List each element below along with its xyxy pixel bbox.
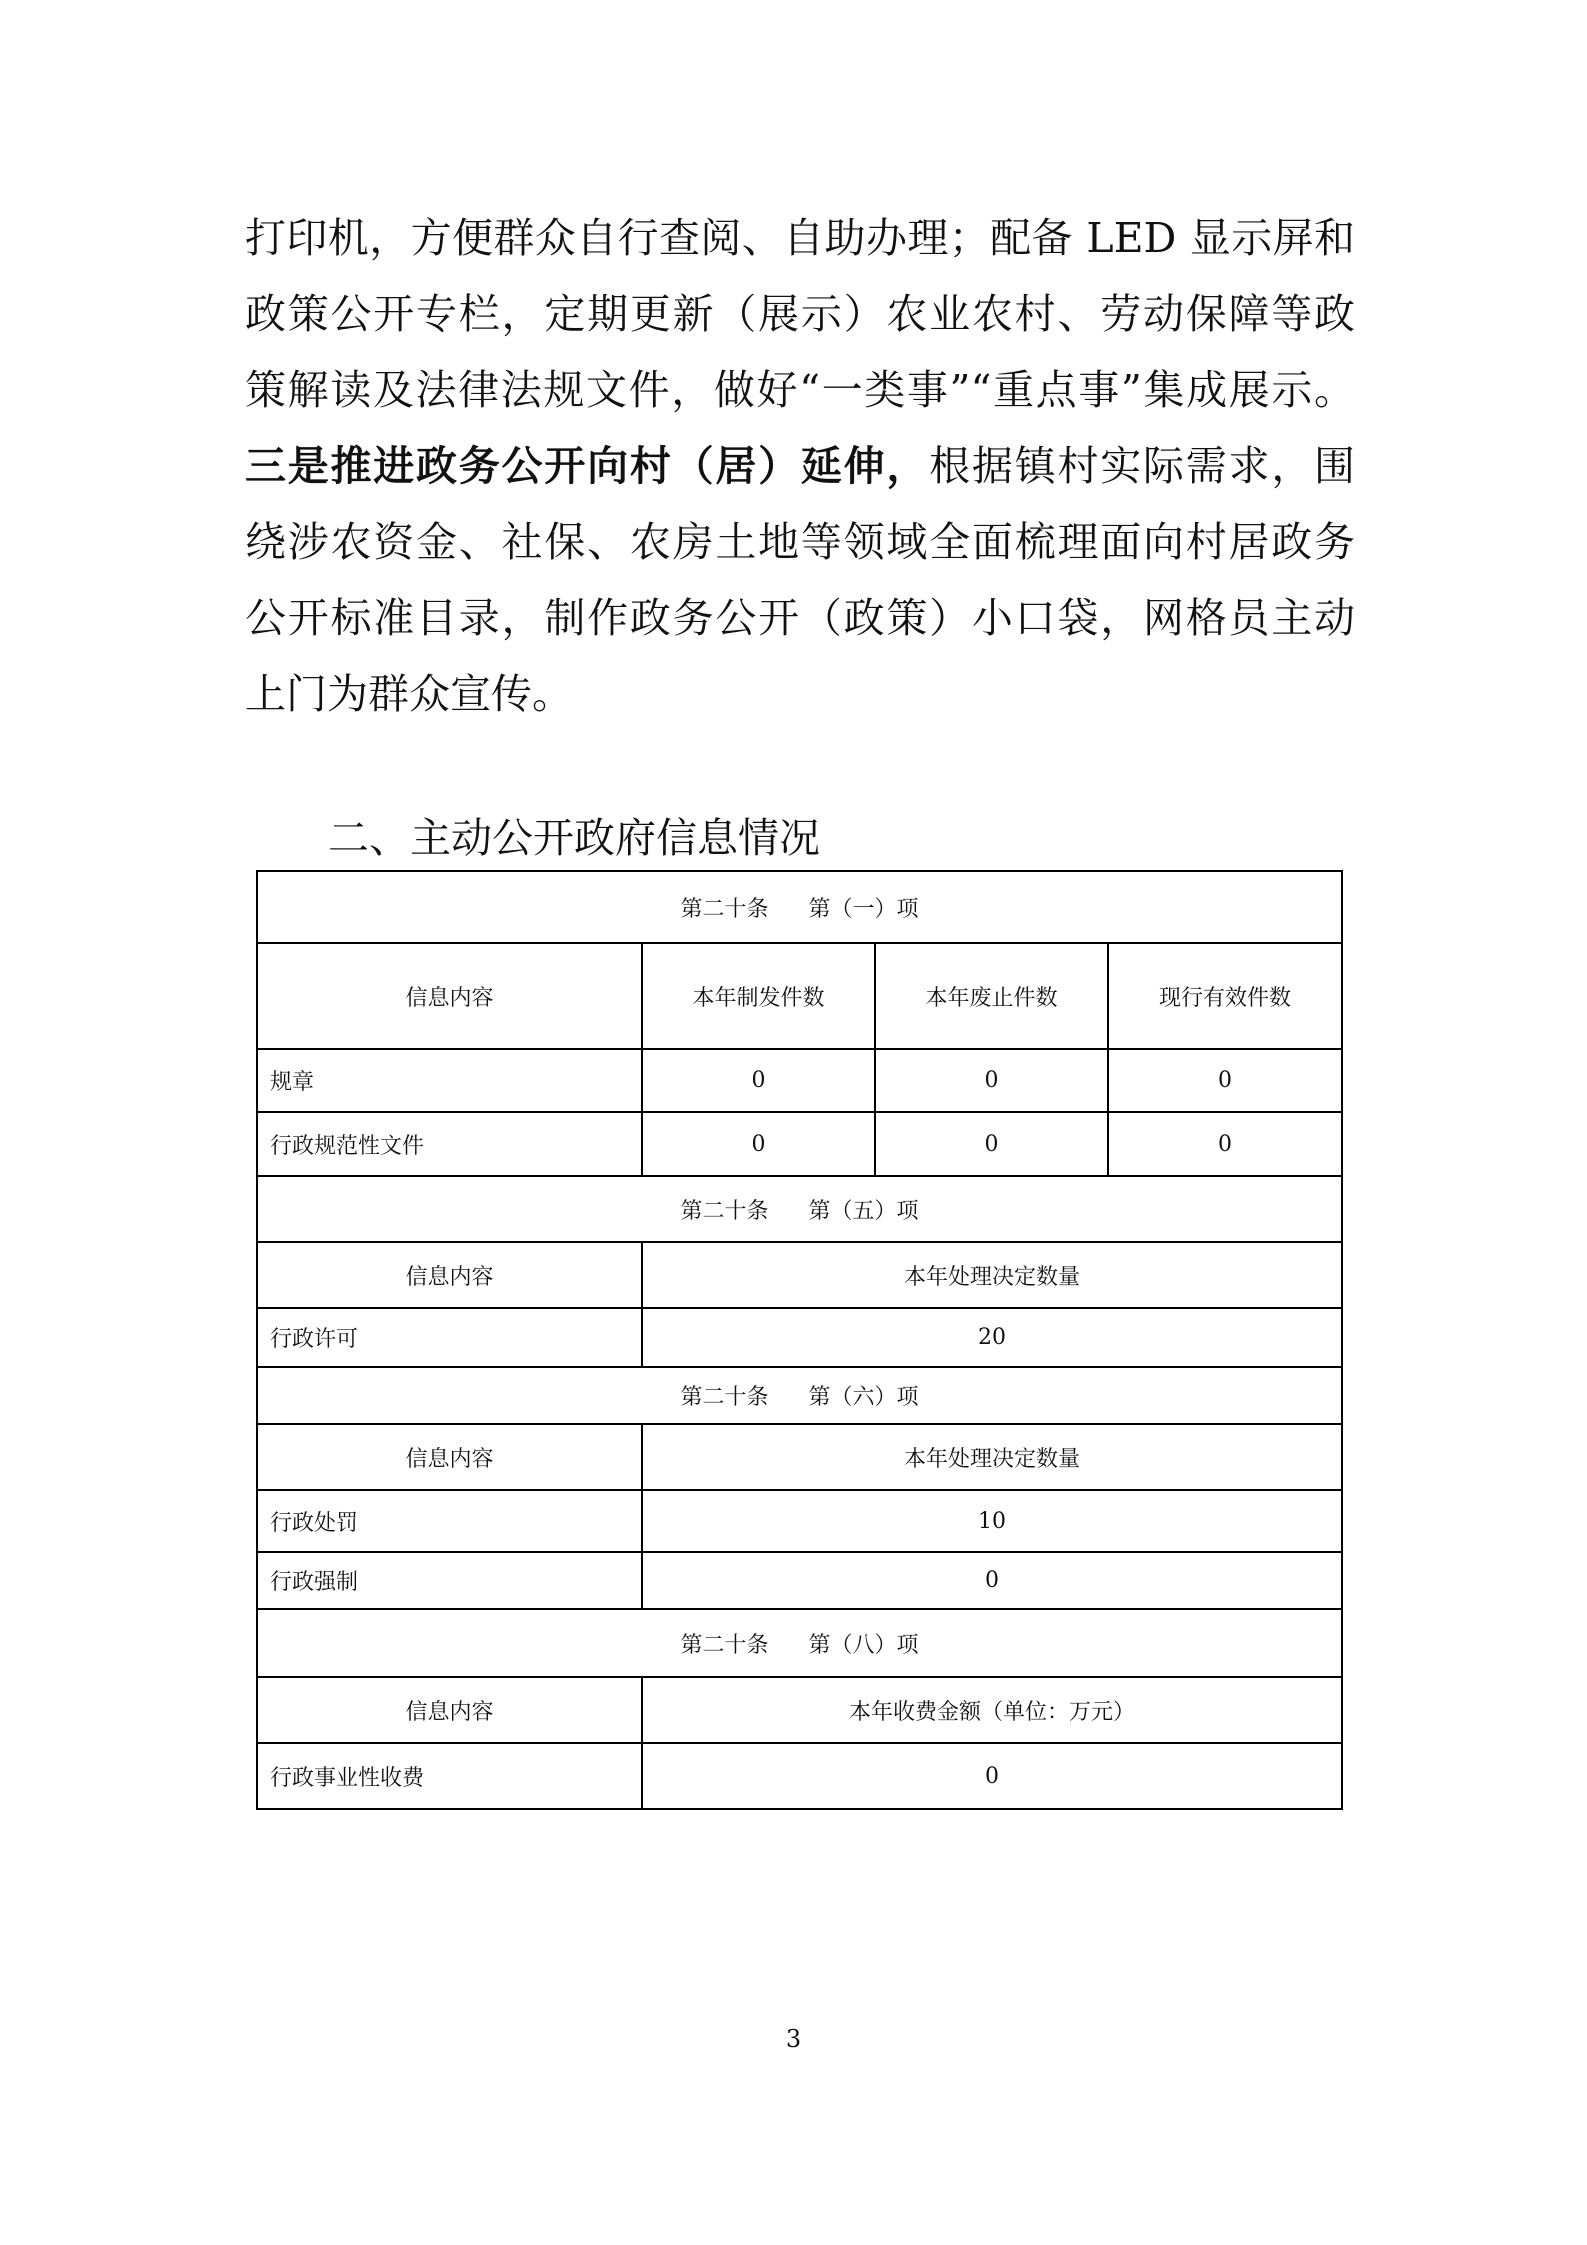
header-row [257, 1424, 1342, 1490]
section-heading: 二、主动公开政府信息情况 [328, 814, 820, 862]
section-title [257, 1176, 1342, 1242]
item-label: 第（六）项 [808, 1385, 919, 1410]
row-label: 行政事业性收费 [257, 1743, 642, 1809]
header-row [257, 1242, 1342, 1308]
cell-value: 20 [642, 1308, 1342, 1367]
header-cell: 本年废止件数 [875, 943, 1108, 1049]
body-line [245, 428, 1355, 504]
item-label: 第（五）项 [808, 1198, 919, 1224]
header-row [257, 1677, 1342, 1743]
header-cell: 本年处理决定数量 [642, 1242, 1342, 1308]
table-row [257, 1049, 1342, 1112]
point-three-text: 根据镇村实际需求，围 [929, 442, 1356, 490]
header-cell: 本年处理决定数量 [642, 1424, 1342, 1490]
body-line: 打印机，方便群众自行查阅、自助办理；配备 LED 显示屏和 [245, 214, 1355, 262]
body-line: 绕涉农资金、社保、农房土地等领域全面梳理面向村居政务 [245, 518, 1355, 566]
table-row [257, 1112, 1342, 1176]
row-label: 行政强制 [257, 1552, 642, 1609]
cell-value: 10 [642, 1490, 1342, 1552]
item-label: 第（一）项 [808, 896, 919, 922]
header-cell: 本年制发件数 [642, 943, 875, 1049]
header-row [257, 943, 1342, 1049]
article-label: 第二十条 [680, 896, 769, 922]
article-label: 第二十条 [680, 1385, 769, 1410]
header-cell: 信息内容 [257, 943, 642, 1049]
disclosure-table [256, 870, 1343, 1810]
header-cell: 信息内容 [257, 1677, 642, 1743]
row-label: 行政许可 [257, 1308, 642, 1367]
section-title-row [257, 1176, 1342, 1242]
cell-value: 0 [1108, 1049, 1342, 1112]
cell-value: 0 [642, 1049, 875, 1112]
cell-value: 0 [1108, 1112, 1342, 1176]
body-line: 公开标准目录，制作政务公开（政策）小口袋，网格员主动 [245, 594, 1355, 642]
row-label: 规章 [257, 1049, 642, 1112]
body-line: 上门为群众宣传。 [245, 670, 573, 718]
cell-value: 0 [875, 1049, 1108, 1112]
header-cell: 本年收费金额（单位：万元） [642, 1677, 1342, 1743]
header-cell: 现行有效件数 [1108, 943, 1342, 1049]
table-row [257, 1490, 1342, 1552]
header-cell: 信息内容 [257, 1242, 642, 1308]
table-row [257, 1552, 1342, 1609]
row-label: 行政处罚 [257, 1490, 642, 1552]
cell-value: 0 [642, 1112, 875, 1176]
cell-value: 0 [642, 1552, 1342, 1609]
section-title [257, 871, 1342, 943]
point-three-lead: 三是推进政务公开向村（居）延伸， [245, 442, 930, 490]
cell-value: 0 [875, 1112, 1108, 1176]
article-label: 第二十条 [680, 1198, 769, 1224]
section-title [257, 1609, 1342, 1677]
body-line: 策解读及法律法规文件，做好“一类事”“重点事”集成展示。 [245, 366, 1355, 414]
table-row [257, 1743, 1342, 1809]
table-row [257, 1308, 1342, 1367]
cell-value: 0 [642, 1743, 1342, 1809]
section-title-row [257, 1609, 1342, 1677]
row-label: 行政规范性文件 [257, 1112, 642, 1176]
item-label: 第（八）项 [808, 1632, 919, 1658]
section-title-row [257, 871, 1342, 943]
article-label: 第二十条 [680, 1632, 769, 1658]
page-number: 3 [785, 2025, 802, 2053]
header-cell: 信息内容 [257, 1424, 642, 1490]
section-title-row [257, 1367, 1342, 1424]
body-line: 政策公开专栏，定期更新（展示）农业农村、劳动保障等政 [245, 290, 1355, 338]
section-title [257, 1367, 1342, 1424]
body-paragraph [245, 200, 1355, 732]
